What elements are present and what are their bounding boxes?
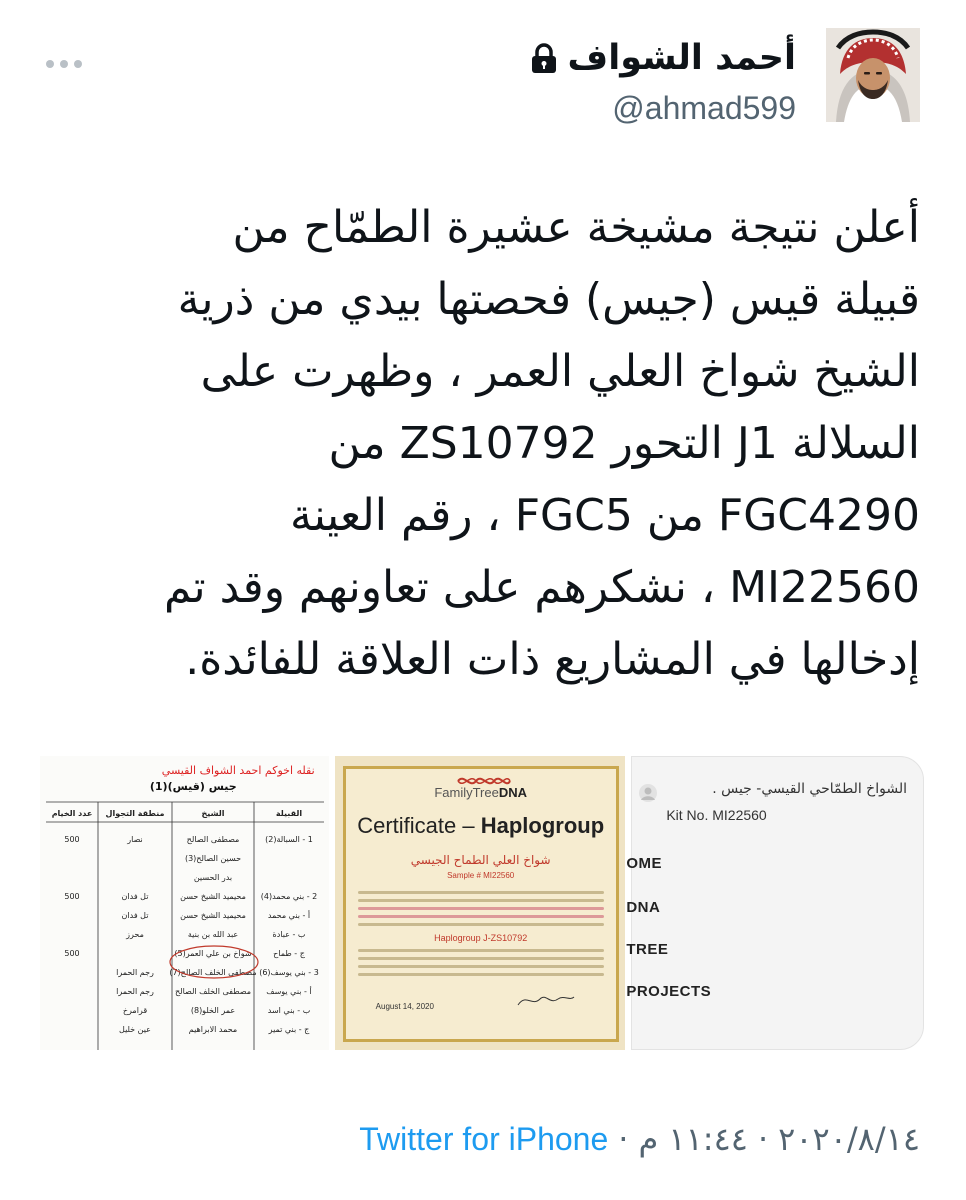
tweet-source-link[interactable]: Twitter for iPhone [359,1120,609,1157]
doc-cell: رجم الحمرا [116,987,154,996]
text-line [358,907,604,910]
doc-cell: 500 [64,892,80,901]
heading-bold: Haplogroup [480,813,605,838]
media-certificate-image[interactable] [335,756,626,1050]
tweet-time: ١١:٤٤ م [638,1120,748,1158]
doc-cell: 500 [64,835,80,844]
doc-cell: مصطفى الصالح [186,835,240,844]
doc-cell: تل فدان [121,911,149,920]
user-avatar-icon [638,783,658,803]
lock-icon [530,42,558,74]
dot [60,60,68,68]
doc-cell: نصار [127,835,143,844]
doc-header-cell: القبيلة [275,809,303,818]
text-line [358,973,604,976]
tweet-line: السلالة J1 التحور ZS10792 من [328,418,920,469]
text-line [358,915,604,918]
text-line [358,899,604,902]
text-line [358,957,604,960]
media-document-image[interactable] [40,756,329,1050]
logo-text: FamilyTree [434,785,499,800]
avatar[interactable] [826,28,920,122]
certificate-logo [346,785,616,800]
tweet-line: قبيلة قيس (جيس) فحصتها بيدي من ذرية [177,274,920,325]
author-display-name[interactable]: أحمد الشواف [567,38,796,78]
doc-cell: ج - بني تمير [268,1025,310,1034]
doc-cell: شواخ بن علي العمر(5) [174,949,252,958]
signature-icon [516,991,576,1009]
doc-cell: محيميد الشيخ حسن [180,892,246,901]
doc-cell: عبد الله بن بنية [187,930,239,939]
kit-menu-home: OME [626,855,662,872]
dot [46,60,54,68]
doc-title: جيس (قيس)(1) [149,780,237,793]
author-name-row [530,38,796,78]
tweet-line: أعلن نتيجة مشيخة عشيرة الطمّاح من [232,202,920,253]
avatar-image [826,28,920,122]
doc-header-cell: عدد الخيام [51,809,93,818]
heading-plain: Certificate – [357,813,481,838]
text-line [358,949,604,952]
certificate-date: August 14, 2020 [375,1002,434,1011]
doc-header-cell: منطقة التجوال [105,809,165,818]
kit-menu-dna: DNA [626,899,661,916]
tweet-header [0,0,966,160]
doc-cell: مصطفى الخلف الصالح(7) [169,968,257,977]
doc-cell: 500 [64,949,80,958]
doc-cell: 2 - بني محمد(4) [260,892,318,901]
doc-cell: تل فدان [121,892,149,901]
doc-cell: 1 - السبالة(2) [265,835,313,844]
doc-cell: أ - بني محمد [267,911,311,920]
kit-number: Kit No. MI22560 [666,807,767,823]
doc-cell: عين خليل [119,1025,151,1034]
doc-cell: ب - بني اسد [267,1006,311,1015]
tweet-text [40,192,920,696]
tweet-line: FGC4290 من FGC5 ، رقم العينة [289,490,920,541]
doc-cell: بدر الحسين [193,873,233,882]
media-grid [40,756,924,1050]
doc-note: نقله اخوكم احمد الشواف القيسي [161,764,315,777]
doc-cell: محمد الابراهيم [188,1025,238,1034]
separator: · [757,1120,769,1158]
doc-cell: عمر الخلو(8) [190,1006,236,1015]
doc-header-cell: الشيخ [201,809,225,818]
certificate-frame [343,766,619,1042]
tweet-date: ٢٠٢٠/٨/١٤ [778,1120,920,1158]
doc-cell: قرامرخ [122,1006,148,1015]
logo-text-bold: DNA [498,785,528,800]
doc-cell: ج - طماح [273,949,305,958]
tweet-footer [359,1120,920,1158]
author-handle[interactable]: @ahmad599 [612,90,796,126]
dot [74,60,82,68]
tweet-line: MI22560 ، نشكرهم على تعاونهم وقد تم [164,562,920,613]
separator: · [618,1120,629,1158]
tweet-line: الشيخ شواخ العلي العمر ، وظهرت على [200,346,920,397]
doc-table [46,798,324,1050]
certificate-arabic-name: شواخ العلي الطماح الجيسي [410,853,551,867]
kit-name: الشواخ الطمّاحي القيسي- جيس . [712,781,907,797]
certificate-heading [346,813,616,839]
more-options-button[interactable] [46,52,86,76]
tweet-line: إدخالها في المشاريع ذات العلاقة للفائدة. [185,634,920,685]
text-line [358,965,604,968]
doc-cell: محرز [126,930,144,939]
doc-cell: مصطفى الخلف الصالح [175,987,251,996]
doc-cell: 3 - بني يوسف(6) [259,968,319,977]
certificate-haplogroup: Haplogroup J-ZS10792 [434,933,528,943]
text-line [358,891,604,894]
text-line [358,923,604,926]
kit-menu-projects: PROJECTS [626,983,712,1000]
certificate-sample: Sample # MI22560 [447,871,515,880]
doc-cell: محيميد الشيخ حسن [180,911,246,920]
doc-cell: حسين الصالح(3) [184,854,242,863]
doc-cell: رجم الحمرا [116,968,154,977]
media-kit-image[interactable] [626,756,924,1050]
doc-cell: ب - عبادة [272,930,306,939]
doc-cell: أ - بني يوسف [266,987,312,996]
kit-menu-tree: TREE [626,941,669,958]
